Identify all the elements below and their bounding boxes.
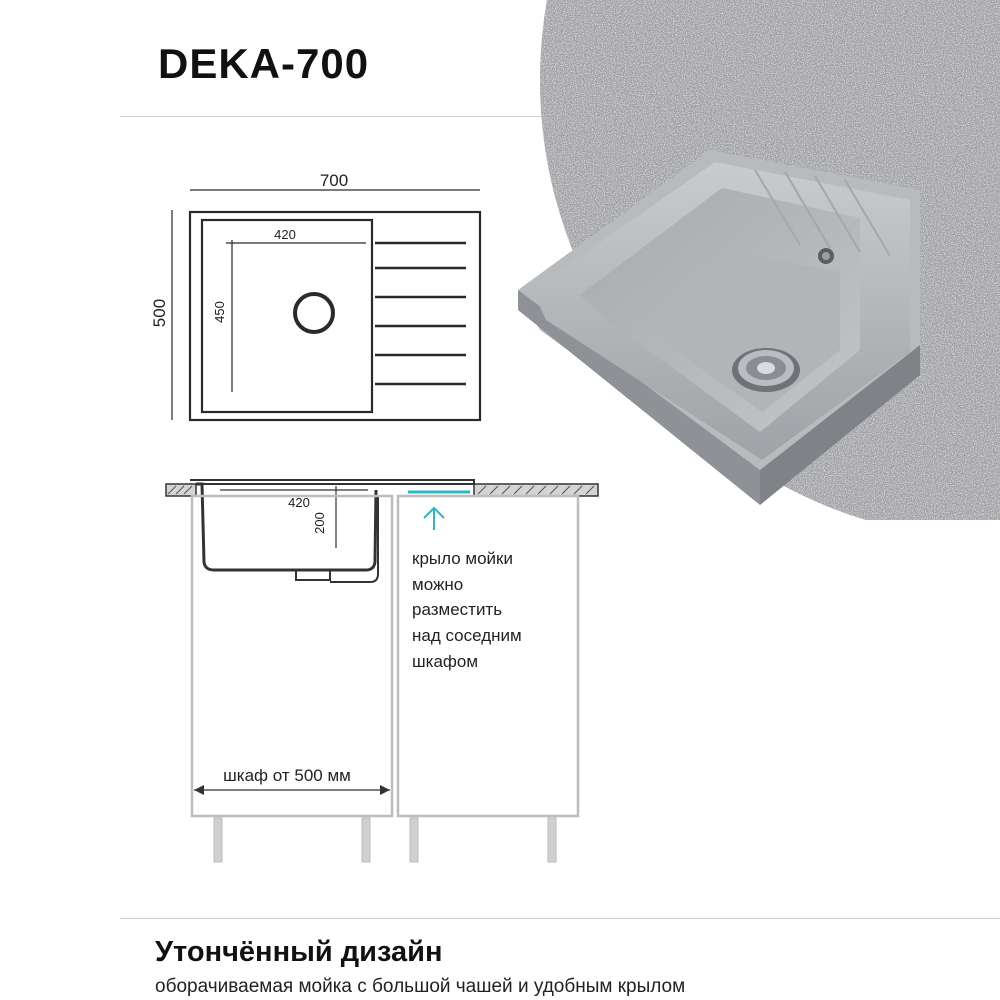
up-arrow-icon: [424, 508, 444, 530]
side-bowl-depth-label: 200: [312, 512, 327, 534]
wing-note-line: разместить: [412, 600, 503, 619]
wing-note-line: шкафом: [412, 652, 479, 671]
top-bowl-height-label: 450: [212, 301, 227, 323]
side-view: [166, 480, 598, 862]
cabinet-width-label: шкаф от 500 мм: [223, 766, 351, 785]
wing-note: [412, 549, 522, 671]
wing-note-line: над соседним: [412, 626, 522, 645]
top-height-label: 500: [150, 298, 169, 328]
wing-note-line: можно: [412, 575, 464, 594]
bowl-outline-top: [202, 220, 372, 412]
footer-divider: [120, 918, 1000, 919]
feature-heading: Утончённый дизайн: [155, 936, 443, 968]
drain-icon: [295, 294, 333, 332]
feature-subtitle: оборачиваемая мойка с большой чашей и удобным крылом: [155, 976, 686, 997]
countertop-right: [474, 484, 598, 496]
top-width-label: 700: [319, 171, 349, 190]
product-title: DEKA-700: [158, 40, 370, 87]
top-bowl-width-label: 420: [274, 227, 296, 242]
wing-note-line: крыло мойки: [412, 549, 513, 568]
side-bowl-width-label: 420: [288, 495, 310, 510]
sink-rim-side: [190, 480, 474, 484]
